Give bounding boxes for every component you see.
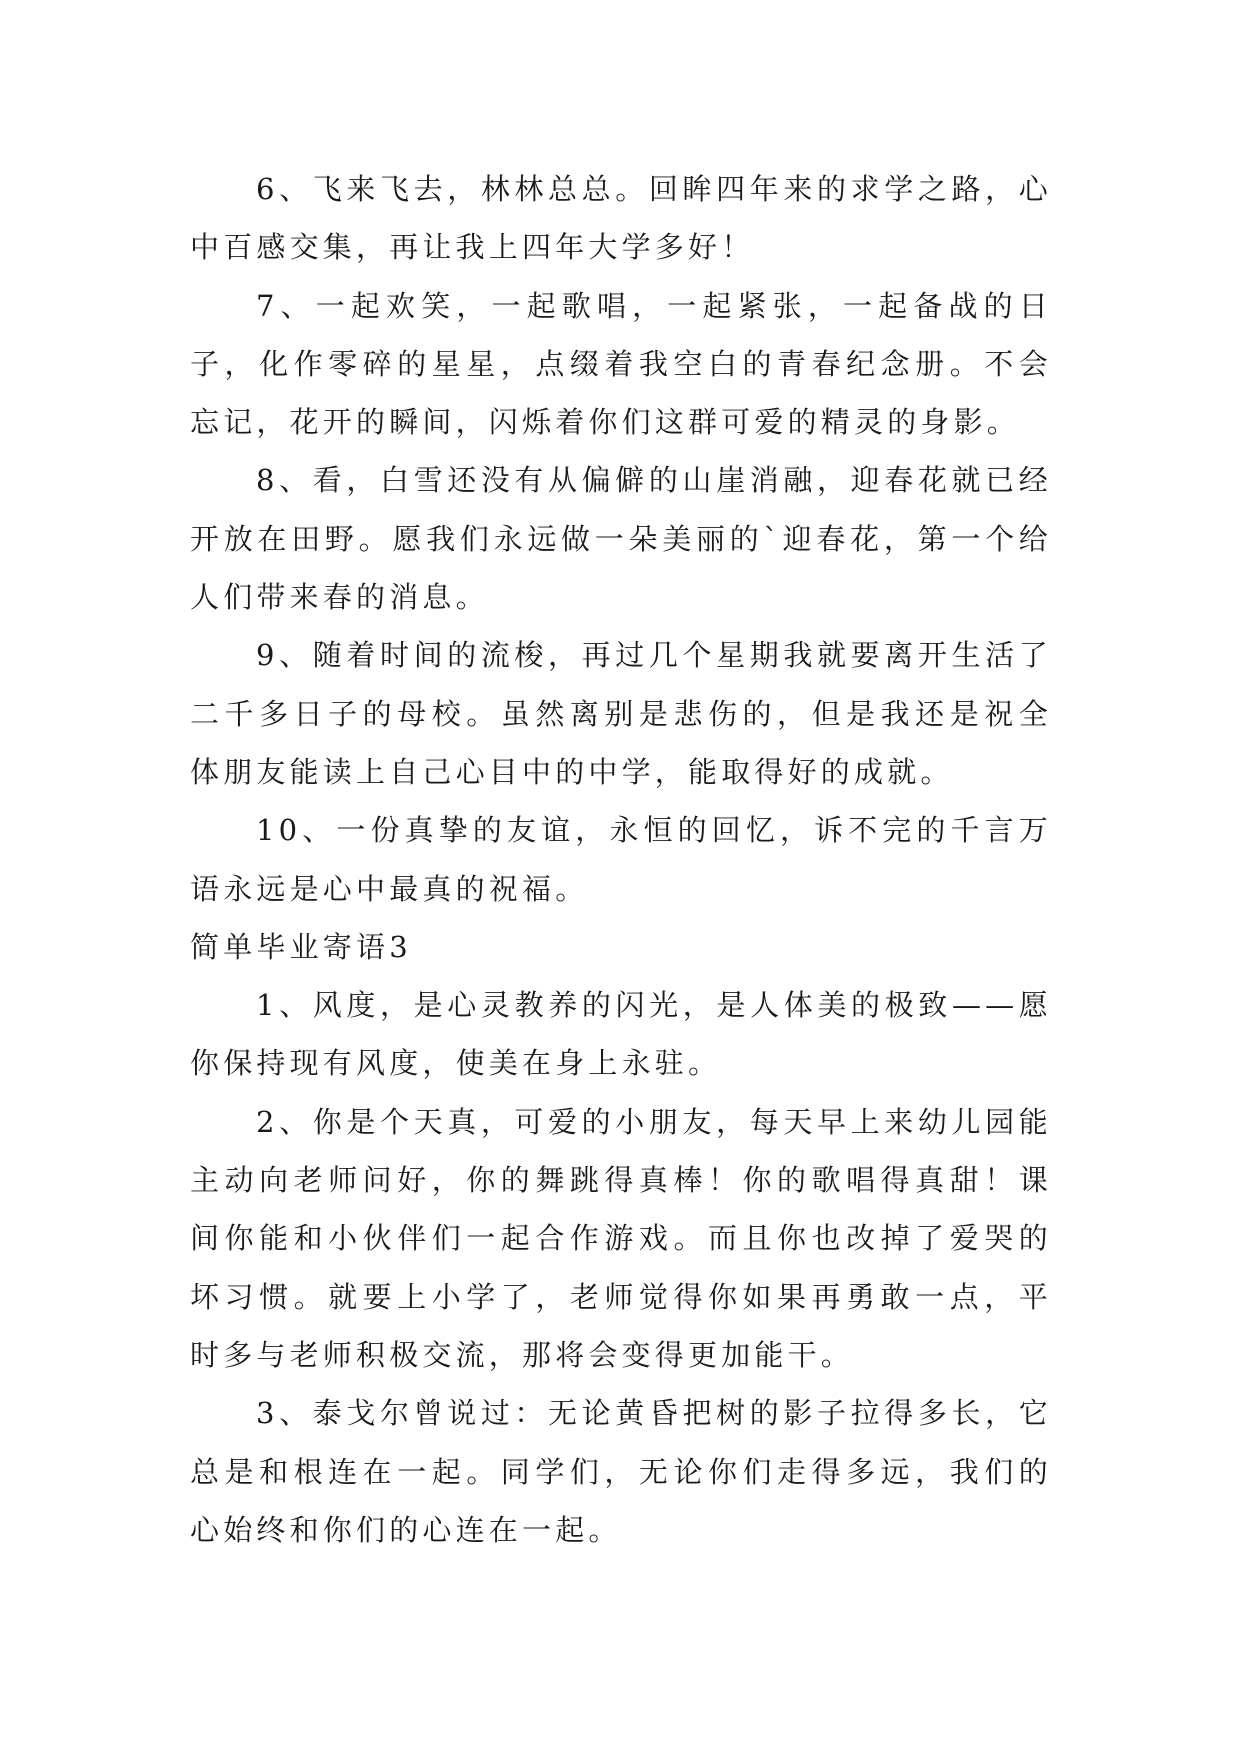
paragraph-3: 3、泰戈尔曾说过：无论黄昏把树的影子拉得多长，它总是和根连在一起。同学们，无论你们走得多远，我们的心始终和你们的心连在一起。: [190, 1396, 1052, 1547]
paragraph-1: 1、风度，是心灵教养的闪光，是人体美的极致——愿你保持现有风度，使美在身上永驻。: [190, 988, 1052, 1081]
paragraph-6: 6、飞来飞去，林林总总。回眸四年来的求学之路，心中百感交集，再让我上四年大学多好！: [190, 172, 1052, 265]
document-body: [190, 160, 1052, 1559]
section-heading: 简单毕业寄语3: [190, 929, 412, 964]
paragraph-8: 8、看，白雪还没有从偏僻的山崖消融，迎春花就已经开放在田野。愿我们永远做一朵美丽的`迎春花，第一个给人们带来春的消息。: [190, 463, 1052, 615]
paragraph-9: 9、随着时间的流梭，再过几个星期我就要离开生活了二千多日子的母校。虽然离别是悲伤的，但是我还是祝全体朋友能读上自己心目中的中学，能取得好的成就。: [190, 638, 1052, 789]
paragraph-7: 7、一起欢笑，一起歌唱，一起紧张，一起备战的日子，化作零碎的星星，点缀着我空白的青春纪念册。不会忘记，花开的瞬间，闪烁着你们这群可爱的精灵的身影。: [190, 288, 1052, 440]
paragraph-10: 10、一份真挚的友谊，永恒的回忆，诉不完的千言万语永远是心中最真的祝福。: [190, 813, 1052, 906]
paragraph-2: 2、你是个天真，可爱的小朋友，每天早上来幼儿园能主动向老师问好，你的舞跳得真棒！你的歌唱得真甜！课间你能和小伙伴们一起合作游戏。而且你也改掉了爱哭的坏习惯。就要上小学了，老师觉得你如果再勇敢一点，平时多与老师积极交流，那将会变得更加能干。: [190, 1104, 1052, 1372]
